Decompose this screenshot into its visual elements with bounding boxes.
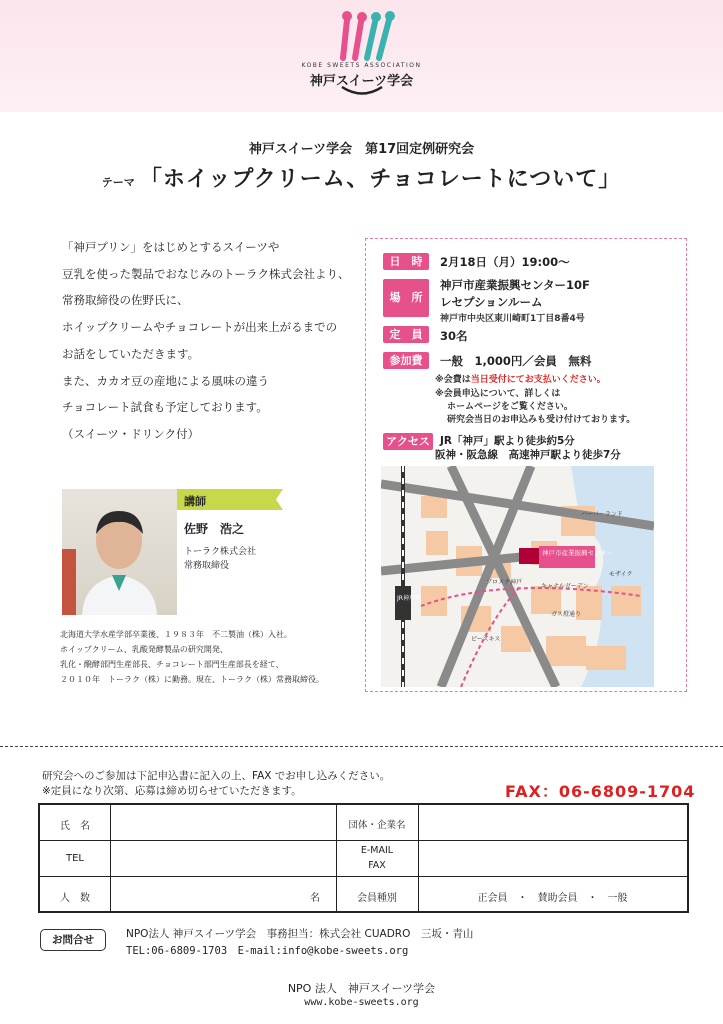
access-map bbox=[381, 466, 654, 687]
member-options[interactable]: 正会員 ・ 賛助会員 ・ 一般 bbox=[477, 893, 628, 904]
map-label: キャナルガーデン bbox=[541, 583, 589, 590]
footer-org: NPO 法人 神戸スイーツ学会 bbox=[287, 982, 436, 995]
map-venue-label: 神戸市産業振興センター bbox=[542, 549, 614, 557]
access-value-1: JR「神戸」駅より徒歩約5分 bbox=[440, 435, 575, 447]
contact-line: NPO法人 神戸スイーツ学会 事務担当：株式会社 CUADRO 三坂・青山 bbox=[126, 928, 474, 940]
logo-subtitle: KOBE SWEETS ASSOCIATION bbox=[301, 62, 422, 69]
place-value-2: レセプションルーム bbox=[440, 295, 543, 309]
logo-mark-icon bbox=[335, 8, 399, 64]
form-note bbox=[42, 769, 390, 799]
theme-text: 「ホイップクリーム、チョコレートについて」 bbox=[139, 167, 622, 192]
fee-note-highlight: 当日受付にてお支払いください。 bbox=[470, 375, 606, 385]
group-field[interactable] bbox=[420, 807, 685, 838]
map-label: ガス燈通り bbox=[551, 611, 582, 618]
count-label: 人 数 bbox=[60, 893, 90, 904]
intro-line: チョコレート試食も予定しております。 bbox=[62, 400, 268, 415]
lecturer-tag: 講師 bbox=[184, 495, 206, 508]
map-venue-marker bbox=[519, 548, 539, 564]
tel-label: TEL bbox=[66, 853, 84, 864]
access-value-2: 阪神・阪急線 高速神戸駅より徒歩7分 bbox=[435, 449, 621, 461]
bio-line: ホイップクリーム、乳酸発酵製品の研究開発、 bbox=[60, 645, 228, 654]
date-tag: 日 時 bbox=[383, 253, 429, 270]
logo-smile-icon bbox=[340, 84, 384, 98]
lecturer-company: トーラク株式会社 bbox=[184, 547, 257, 557]
map-label: モザイク bbox=[609, 571, 633, 578]
member-label: 会員種別 bbox=[357, 893, 397, 904]
fee-note: ※会費は bbox=[435, 375, 471, 385]
fee-note: ホームページをご覧ください。 bbox=[447, 402, 573, 412]
lecturer-title: 常務取締役 bbox=[184, 561, 230, 571]
lecturer-name: 佐野 浩之 bbox=[184, 522, 245, 536]
count-field[interactable] bbox=[112, 879, 312, 909]
date-value: 2月18日（月）19:00～ bbox=[440, 255, 570, 269]
place-tag: 場 所 bbox=[383, 279, 429, 317]
place-value-1: 神戸市産業振興センター10F bbox=[440, 278, 590, 292]
bio-line: 北海道大学水産学部卒業後、１９８３年 不二製油（株）入社。 bbox=[60, 630, 292, 639]
map-label: ハーバーランド bbox=[581, 511, 623, 518]
tel-field[interactable] bbox=[112, 843, 334, 874]
fee-note: ※会員申込について、詳しくは bbox=[435, 389, 561, 399]
intro-line: （スイーツ・ドリンク付） bbox=[62, 426, 200, 441]
name-field[interactable] bbox=[112, 807, 334, 838]
intro-line: お話をしていただきます。 bbox=[62, 346, 200, 361]
cut-line bbox=[0, 746, 723, 747]
logo-title: 神戸スイーツ学会 bbox=[309, 74, 414, 89]
email-label: E-MAIL bbox=[360, 845, 394, 856]
theme-label: テーマ bbox=[101, 176, 135, 189]
fee-value: 一般 1,000円／会員 無料 bbox=[440, 354, 592, 368]
intro-line: また、カカオ豆の産地による風味の違う bbox=[62, 373, 269, 388]
capacity-tag: 定 員 bbox=[383, 326, 429, 343]
bio-line: 乳化・醗酵部門生産部長、チョコレート部門生産部長を経て、 bbox=[60, 660, 284, 669]
intro-line: ホイップクリームやチョコレートが出来上がるまでの bbox=[62, 320, 338, 335]
intro-text bbox=[62, 234, 362, 448]
capacity-value: 30名 bbox=[440, 329, 468, 343]
meeting-title: 神戸スイーツ学会 第17回定例研究会 bbox=[248, 142, 475, 157]
name-label: 氏 名 bbox=[60, 821, 90, 832]
lecturer-photo bbox=[62, 489, 177, 615]
form-note-line: 研究会へのご参加は下記申込書に記入の上、FAX でお申し込みください。 bbox=[42, 770, 391, 782]
footer-url[interactable]: www.kobe-sweets.org bbox=[304, 997, 419, 1008]
bio-line: ２０１０年 トーラク（株）に勤務。現在、トーラク（株）常務取締役。 bbox=[60, 675, 324, 684]
access-tag: アクセス bbox=[383, 433, 433, 450]
intro-line: 「神戸プリン」をはじめとするスイーツや bbox=[62, 240, 280, 254]
email-fax-field[interactable] bbox=[420, 843, 685, 874]
fax-label: FAX bbox=[368, 860, 386, 871]
group-label: 団体・企業名 bbox=[348, 820, 406, 831]
fee-tag: 参加費 bbox=[383, 352, 429, 369]
map-label: プロメナ神戸 bbox=[486, 579, 523, 586]
intro-line: 常務取締役の佐野氏に、 bbox=[62, 293, 189, 308]
place-address: 神戸市中央区東川崎町1丁目8番4号 bbox=[440, 314, 585, 324]
theme-line bbox=[0, 162, 723, 193]
fee-note: 研究会当日のお申込みも受け付けております。 bbox=[447, 415, 636, 425]
contact-line: TEL:06-6809-1703 E-mail:info@kobe-sweets.org bbox=[126, 945, 409, 957]
lecturer-bio bbox=[60, 627, 360, 687]
map-station-label: JR神戸駅 bbox=[397, 595, 421, 602]
count-unit: 名 bbox=[310, 893, 320, 904]
fax-number: FAX：06-6809-1704 bbox=[505, 782, 696, 801]
intro-line: 豆乳を使った製品でおなじみのトーラク株式会社より、 bbox=[62, 266, 350, 281]
form-note-line: ※定員になり次第、応募は締め切らせていただきます。 bbox=[42, 785, 302, 797]
map-label: ピーズキス bbox=[471, 636, 501, 643]
ribbon-notch-icon bbox=[271, 489, 283, 510]
application-form bbox=[38, 803, 689, 913]
contact-badge: お問合せ bbox=[40, 929, 106, 951]
